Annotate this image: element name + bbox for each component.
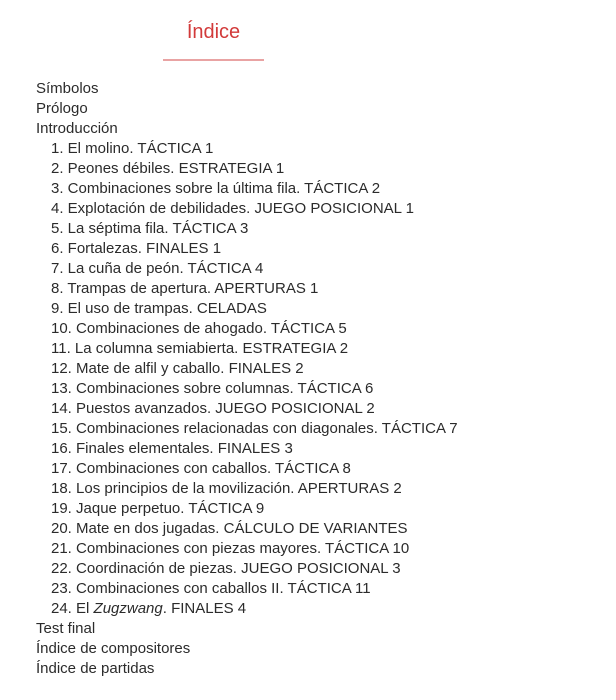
toc-link-chapter-20[interactable]: 20. Mate en dos jugadas. CÁLCULO DE VARIANTES (51, 520, 408, 537)
chapter-24-prefix: 24. El (51, 600, 94, 617)
toc-link-indice-partidas[interactable]: Índice de partidas (36, 660, 155, 677)
toc-link-chapter-16[interactable]: 16. Finales elementales. FINALES 3 (51, 440, 293, 457)
toc-link-chapter-6[interactable]: 6. Fortalezas. FINALES 1 (51, 240, 222, 257)
toc-link-chapter-5[interactable]: 5. La séptima fila. TÁCTICA 3 (51, 220, 249, 237)
toc-link-indice-compositores[interactable]: Índice de compositores (36, 640, 191, 657)
toc-link-chapter-2[interactable]: 2. Peones débiles. ESTRATEGIA 1 (51, 160, 285, 177)
title-underline (163, 59, 264, 61)
toc-link-chapter-24[interactable] (36, 599, 458, 619)
toc-link-prologo[interactable]: Prólogo (36, 100, 88, 117)
toc-link-chapter-7[interactable]: 7. La cuña de peón. TÁCTICA 4 (51, 260, 264, 277)
toc-link-chapter-12[interactable]: 12. Mate de alfil y caballo. FINALES 2 (51, 360, 304, 377)
toc-link-chapter-15[interactable]: 15. Combinaciones relacionadas con diagonales. TÁCTICA 7 (51, 420, 458, 437)
toc-link-chapter-9[interactable]: 9. El uso de trampas. CELADAS (51, 300, 267, 317)
toc-link-chapter-22[interactable]: 22. Coordinación de piezas. JUEGO POSICIONAL 3 (51, 560, 401, 577)
toc-link-chapter-21[interactable]: 21. Combinaciones con piezas mayores. TÁCTICA 10 (51, 540, 410, 557)
toc-header (163, 18, 264, 46)
toc-link-chapter-23[interactable]: 23. Combinaciones con caballos II. TÁCTICA 11 (51, 580, 371, 597)
toc-link-chapter-1[interactable]: 1. El molino. TÁCTICA 1 (51, 140, 214, 157)
toc-link-test-final[interactable]: Test final (36, 620, 96, 637)
toc-link-chapter-11[interactable]: 11. La columna semiabierta. ESTRATEGIA 2 (51, 340, 349, 357)
chapter-24-suffix: . FINALES 4 (162, 600, 247, 617)
toc-link-simbolos[interactable]: Símbolos (36, 80, 99, 97)
toc-link-chapter-10[interactable]: 10. Combinaciones de ahogado. TÁCTICA 5 (51, 320, 347, 337)
page-title: Índice (186, 21, 241, 43)
toc-link-introduccion[interactable]: Introducción (36, 120, 118, 137)
table-of-contents (36, 79, 458, 679)
toc-link-chapter-4[interactable]: 4. Explotación de debilidades. JUEGO POSICIONAL 1 (51, 200, 414, 217)
toc-link-chapter-18[interactable]: 18. Los principios de la movilización. APERTURAS 2 (51, 480, 402, 497)
toc-link-chapter-14[interactable]: 14. Puestos avanzados. JUEGO POSICIONAL 2 (51, 400, 375, 417)
toc-link-chapter-17[interactable]: 17. Combinaciones con caballos. TÁCTICA 8 (51, 460, 351, 477)
chapter-24-italic-term: Zugzwang (93, 600, 163, 617)
toc-link-chapter-13[interactable]: 13. Combinaciones sobre columnas. TÁCTICA 6 (51, 380, 374, 397)
toc-link-chapter-8[interactable]: 8. Trampas de apertura. APERTURAS 1 (51, 280, 319, 297)
toc-link-chapter-3[interactable]: 3. Combinaciones sobre la última fila. TÁCTICA 2 (51, 180, 381, 197)
toc-link-chapter-19[interactable]: 19. Jaque perpetuo. TÁCTICA 9 (51, 500, 265, 517)
